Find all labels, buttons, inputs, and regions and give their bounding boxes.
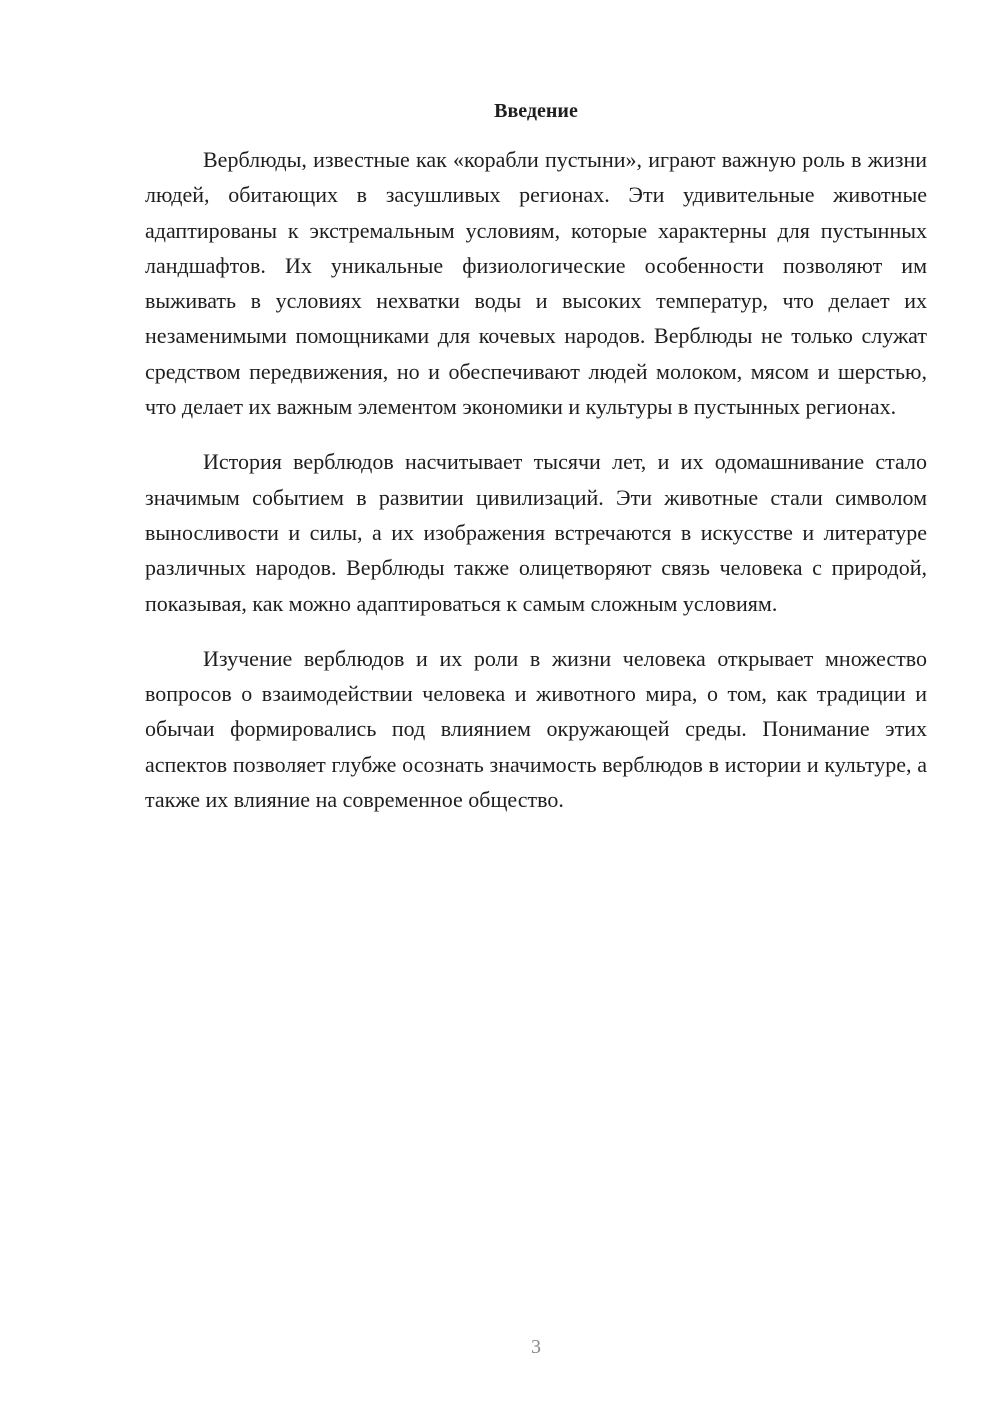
page-number: 3 [531, 1336, 541, 1358]
body-text [145, 142, 927, 837]
paragraph-2: История верблюдов насчитывает тысячи лет, и их одомашнивание стало значимым событием в развитии цивилизаций. Эти животные стали символом выносливости и силы, а их изображения встречаются в искусстве и литературе различных народов. Верблюды также олицетворяют связь человека с природой, показывая, как можно адаптироваться к самым сложным условиям. [145, 449, 927, 616]
section-heading: Введение [494, 100, 578, 122]
paragraph-3: Изучение верблюдов и их роли в жизни человека открывает множество вопросов о взаимодействии человека и животного мира, о том, как традиции и обычаи формировались под влиянием окружающей среды. Понимание этих аспектов позволяет глубже осознать значимость верблюдов в истории и культуре, а также их влияние на современное общество. [145, 645, 927, 813]
paragraph-1: Верблюды, известные как «корабли пустыни», играют важную роль в жизни людей, обитающих в засушливых регионах. Эти удивительные животные адаптированы к экстремальным условиям, которые характерны для пустынных ландшафтов. Их уникальные физиологические особенности позволяют им выживать в условиях нехватки воды и высоких температур, что делает их незаменимыми помощниками для кочевых народов. Верблюды не только служат средством передвижения, но и обеспечивают людей молоком, мясом и шерстью, что делает их важным элементом экономики и культуры в пустынных регионах. [145, 147, 927, 420]
